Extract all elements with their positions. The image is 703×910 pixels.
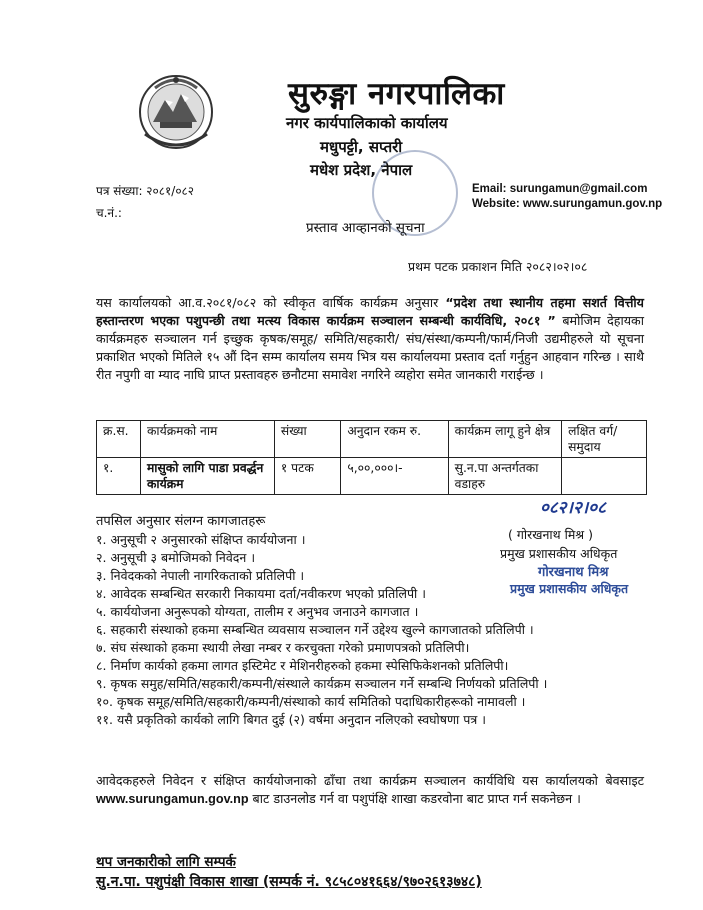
list-item: ५. कार्ययोजना अनुरूपको योग्यता, तालीम र अनुभव जनाउने कागजात । [96, 604, 419, 619]
footer-contact-detail: सु.न.पा. पशुपंक्षी विकास शाखा (सम्पर्क नं. ९८५८०४१६६४/९७०२६१३७४८) [96, 874, 482, 890]
attachments-heading: तपसिल अनुसार संलग्न कागजातहरू [96, 514, 266, 529]
signatory-designation: प्रमुख प्रशासकीय अधिकृत [500, 546, 618, 561]
government-emblem-icon [135, 70, 217, 158]
list-item: ७. संघ संस्थाको हकमा स्थायी लेखा नम्बर र करचुक्ता गरेको प्रमाणपत्रको प्रतिलिपी। [96, 640, 470, 655]
table-cell: सु.न.पा अन्तर्गतका वडाहरु [448, 458, 561, 495]
letter-number: पत्र संख्या: २०८१/०८२ [96, 184, 195, 198]
table-header-row [97, 421, 647, 458]
table-header-cell: कार्यक्रमको नाम [140, 421, 274, 458]
closing-website: www.surungamun.gov.np [96, 792, 249, 806]
list-item: ८. निर्माण कार्यको हकमा लागत इस्टिमेट र मेशिनरीहरुको हकमा स्पेसिफिकेशनको प्रतिलिपी। [96, 658, 509, 673]
intro-procedure-name: “प्रदेश तथा स्थानीय तहमा सशर्त वित्तीय हस्तान्तरण भएका पशुपन्छी तथा मत्स्य विकास कार्यक्रम सञ्चालन सम्बन्धी कार्यविधि, २०८१ ” [96, 295, 644, 328]
table-cell: १ पटक [274, 458, 340, 495]
table-row [97, 458, 647, 495]
municipality-title: सुरुङ्गा नगरपालिका [288, 76, 505, 112]
signature-date: ०८२।२।०८ [540, 498, 606, 518]
notice-title: प्रस्ताव आव्हानको सूचना [306, 220, 425, 236]
table-header-cell: अनुदान रकम रु. [341, 421, 448, 458]
table-cell [562, 458, 647, 495]
table-header-cell: क्र.स. [97, 421, 141, 458]
list-item: ६. सहकारी संस्थाको हकमा सम्बन्धित व्यवसाय सञ्चालन गर्ने उद्देश्य खुल्ने कागजातको प्रतिलिपी । [96, 622, 534, 637]
table-header-cell: कार्यक्रम लागू हुने क्षेत्र [448, 421, 561, 458]
table-cell: मासुको लागि पाडा प्रवर्द्धन कार्यक्रम [140, 458, 274, 495]
footer-contact-heading: थप जनकारीको लागि सम्पर्क [96, 854, 236, 870]
table-cell: ५,००,०००।- [341, 458, 448, 495]
contact-website: Website: www.surungamun.gov.np [472, 198, 663, 210]
list-item: २. अनुसूची ३ बमोजिमको निवेदन । [96, 550, 256, 565]
stamp-designation: प्रमुख प्रशासकीय अधिकृत [510, 581, 629, 596]
intro-text-1: यस कार्यालयको आ.व.२०८१/०८२ को स्वीकृत वार्षिक कार्यक्रम अनुसार [96, 295, 446, 310]
publish-date: प्रथम पटक प्रकाशन मिति २०८२।०२।०८ [408, 259, 588, 274]
list-item: ३. निवेदकको नेपाली नागरिकताको प्रतिलिपी । [96, 568, 305, 583]
list-item: ११. यसै प्रकृतिको कार्यको लागि बिगत दुई (२) वर्षमा अनुदान नलिएको स्वघोषणा पत्र । [96, 712, 486, 727]
intro-text-2: बमोजिम देहायका कार्यक्रमहरु सञ्चालन गर्न इच्छुक कृषक/समूह/ समिति/सहकारी/ संघ/संस्था/कम्पनी/फार्म/निजी उद्यमीहरुले यो सूचना प्रकाशित भएको मितिले १५ औं दिन सम्म कार्यालय समय भित्र यस कार्यालयमा प्रस्ताव दर्ता गर्नुहुन आहवान गरिन्छ । साथै रीत नपुगी वा म्याद नाघि प्राप्त प्रस्तावहरु छनौटमा समावेश नगरिने व्यहोरा समेत जानकारी गराईन्छ । [96, 313, 644, 382]
contact-email: Email: surungamun@gmail.com [472, 183, 648, 195]
list-item: १. अनुसूची २ अनुसारको संक्षिप्त कार्ययोजना । [96, 532, 306, 547]
attachments-list [96, 531, 646, 729]
office-province: मधेश प्रदेश, नेपाल [310, 161, 413, 179]
signatory-name: ( गोरखनाथ मिश्र ) [508, 527, 594, 542]
intro-paragraph [96, 294, 644, 384]
dispatch-number: च.नं.: [96, 206, 122, 220]
stamp-name: गोरखनाथ मिश्र [538, 565, 609, 580]
list-item: ९. कृषक समुह/समिति/सहकारी/कम्पनी/संस्थाले कार्यक्रम सञ्चालन गर्ने सम्बन्धि निर्णयको प्रतिलिपी । [96, 676, 548, 691]
list-item: ४. आवेदक सम्बन्धित सरकारी निकायमा दर्ता/नवीकरण भएको प्रतिलिपी । [96, 586, 426, 601]
office-address: मधुपट्टी, सप्तरी [320, 138, 403, 156]
table-cell: १. [97, 458, 141, 495]
table-header-cell: संख्या [274, 421, 340, 458]
program-table [96, 420, 647, 495]
table-header-cell: लक्षित वर्ग/समुदाय [562, 421, 647, 458]
office-name: नगर कार्यपालिकाको कार्यालय [286, 114, 448, 132]
closing-paragraph [96, 772, 644, 808]
list-item: १०. कृषक समूह/समिति/सहकारी/कम्पनी/संस्थाको कार्य समितिको पदाधिकारीहरूको नामावली । [96, 694, 526, 709]
closing-text-2: बाट डाउनलोड गर्न वा पशुपंक्षि शाखा कडरवोना बाट प्राप्त गर्न सकनेछन । [248, 791, 581, 806]
closing-text-1: आवेदकहरुले निवेदन र संक्षिप्त कार्ययोजनाको ढाँचा तथा कार्यक्रम सञ्चालन कार्यविधि यस कार्यालयको बेवसाइट [96, 773, 644, 788]
